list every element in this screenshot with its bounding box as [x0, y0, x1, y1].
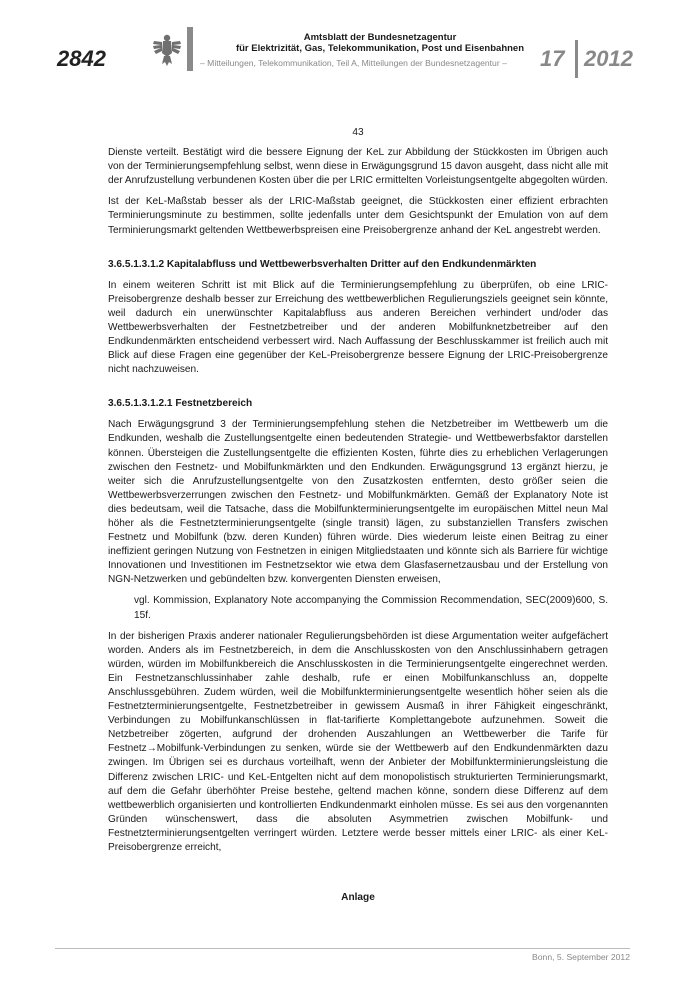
gazette-section: – Mitteilungen, Telekommunikation, Teil A, Mitteilungen der Bundesnetzagentur –: [200, 58, 507, 68]
gazette-title: Amtsblatt der Bundesnetzagentur: [303, 32, 457, 43]
section-heading: 3.6.5.1.3.1.2 Kapitalabfluss und Wettbewerbsverhalten Dritter auf den Endkundenmärkten: [108, 258, 537, 270]
document-body: [108, 126, 608, 905]
issue-year: 2012: [584, 46, 633, 71]
paragraph: In der bisherigen Praxis anderer nationaler Regulierungsbehörden ist diese Argumentation weiter aufgefächert worden. Anders als im Festnetzbereich, in dem die Anschlusskosten von den Anschlussinhabern getragen würden, würden im Mobilfunkbereich die Anschlusskosten in die Terminierungsentgelte eingerechnet werden. Ein Festnetzanschlussinhaber zahle deshalb, rufe er einen Mobilfunkanschluss an, doppelte Anschlussgebühren. Zudem würden, weil die Mobilfunkterminierungsentgelte wesentlich höher seien als die Festnetzterminierungsentgelte, Festnetzbetreiber in gewissem Ausmaß in ihrer Fähigkeit eingeschränkt, Verbindungen zu Mobilfunkanschlüssen in flat-tarifierte Komplettangebote aufzunehmen. Soweit die Netzbetreiber zögerten, aufgrund der drohenden Auszahlungen an Wettbewerber die Tarife für Festnetz→Mobilfunk-Verbindungen zu senken, würde sie der Wettbewerb auf den Endkundenmärkten dazu zwingen. Im Übrigen sei es durchaus vorteilhaft, wenn der Anbieter der Mobilfunkterminierungsleistung die Differenz zwischen LRIC- und KeL-Entgelten nicht auf dem monopolistisch strukturierten Terminierungsmarkt, auf dem die Gefahr überhöhter Preise bestehe, geltend machen könne, sondern diese Differenz auf dem wettbewerblich organisierten und kontrollierten Endkundenmarkt einholen müsse. Es sei aus den vorgenannten Gründen wünschenswert, dass die absoluten Asymmetrien zwischen Mobilfunk- und Festnetzterminierungsentgelten verringert würden. Letztere werde besser mittels einer LRIC- als einer KeL-Preisobergrenze erreicht,: [108, 630, 608, 854]
federal-eagle-icon: [152, 33, 182, 67]
issue-number: 17: [540, 46, 565, 71]
annex-heading: Anlage: [341, 892, 375, 904]
footer-divider: [55, 948, 630, 949]
paragraph: Ist der KeL-Maßstab besser als der LRIC-Maßstab geeignet, die Stückkosten einer effizient erbrachten Terminierungsminute zu bestimmen, sollte jedenfalls unter dem Gesichtspunkt der Emulation von auf dem Terminierungsmarkt geltenden Wettbewerbspreisen eine Preisobergrenze anhand der KeL angestrebt werden.: [108, 196, 608, 236]
inner-page-number: 43: [352, 127, 364, 138]
paragraph: Nach Erwägungsgrund 3 der Terminierungsempfehlung stehen die Netzbetreiber im Wettbewerb um die Endkunden, weshalb die Zustellungsentgelte einen bedeutenden Strategie- und Wettbewerbsfaktor darstellen können. Übersteigen die Zustellungsentgelte die effizienten Kosten, führte dies zu erheblichen Verlagerungen zwischen den Festnetz- und Mobilfunkmärkten und den Endkunden. Erwägungsgrund 13 ergänzt hierzu, je weiter sich die Anrufzustellungsentgelte von den Zusatzkosten entfernten, desto größer seien die Wettbewerbsverzerrungen zwischen den Festnetz- und Mobilfunkmärkten. Gemäß der Explanatory Note ist dies bedeutsam, weil die Tatsache, dass die Mobilfunkterminierungsentgelte im europäischen Mittel neun Mal höher als die Festnetzterminierungsentgelte (single transit) lägen, zu substanziellen Transfers zwischen Festnetz und Mobilfunk (bzw. deren Kunden) führen würde. Dies wiederum leiste einen Beitrag zu einer ineffizient geringen Nutzung von Festnetzen in einigen Mitgliedstaaten und könnte sich als Barriere für wichtige Innovationen und Investitionen im Festnetzsektor wie etwa dem Glasfasernetzausbau und der Erstellung von NGN-Netzwerken und gebündelten bzw. konvergenten Diensten erweisen,: [108, 419, 608, 586]
footer-date: Bonn, 5. September 2012: [532, 952, 630, 962]
page-number: 2842: [57, 46, 106, 71]
issue-divider: [575, 40, 578, 78]
paragraph: Dienste verteilt. Bestätigt wird die bessere Eignung der KeL zur Abbildung der Stückkosten im Übrigen auch von der Terminierungsempfehlung selbst, wenn diese in Erwägungsgrund 15 davon ausgeht, dass nicht alle mit der Anrufzustellung verbundenen Kosten über die per LRIC ermittelten Vorleistungsentgelte abgegolten würden.: [108, 147, 608, 187]
gazette-subtitle: für Elektrizität, Gas, Telekommunikation, Post und Eisenbahnen: [235, 43, 525, 54]
citation: vgl. Kommission, Explanatory Note accompanying the Commission Recommendation, SEC(2009)600, S. 15f.: [134, 595, 608, 621]
section-heading: 3.6.5.1.3.1.2.1 Festnetzbereich: [108, 398, 253, 410]
paragraph: In einem weiteren Schritt ist mit Blick auf die Terminierungsempfehlung zu überprüfen, ob eine LRIC-Preisobergrenze deshalb besser zur Erreichung des wettbewerblichen Regulierungsziels geeignet sein könnte, weil dadurch ein unerwünschter Kapitalabfluss aus anderen Bereichen verhindert und/oder das Wettbewerbsverhalten der Festnetzbetreiber und der anderen Mobilfunknetzbetreiber auf den Endkundenmärkten entscheidend verbessert wird. Nach Auffassung der Beschlusskammer ist freilich auch mit Blick auf diese Fragen eine gegenüber der KeL-Preisobergrenze bessere Eignung der LRIC-Preisobergrenze nicht nachzuweisen.: [108, 279, 608, 376]
